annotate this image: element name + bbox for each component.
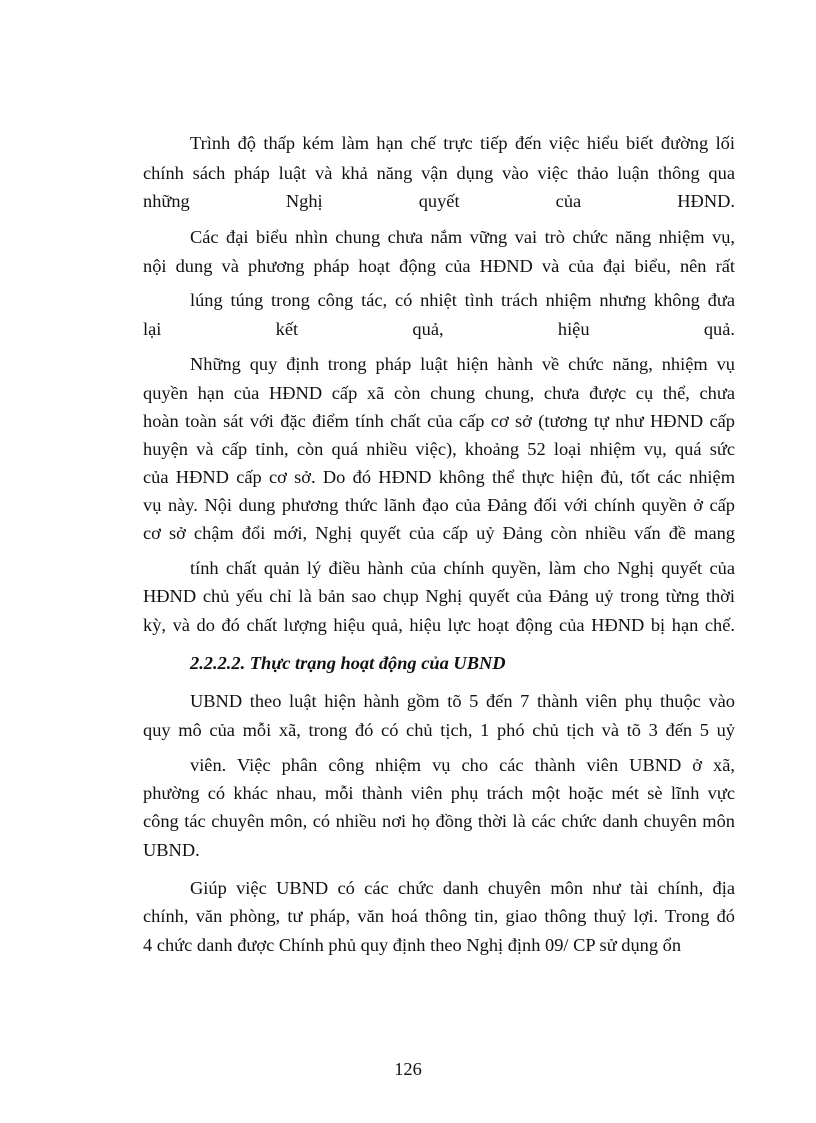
paragraph-line: cơ sở chậm đổi mới, Nghị quyết của cấp uỷ Đảng còn nhiều vấn đề mang [143,523,735,543]
section-heading: 2.2.2.2. Thực trạng hoạt động của UBND [190,653,506,673]
paragraph-line: kỳ, và do đó chất lượng hiệu quả, hiệu lực hoạt động của HĐND bị hạn chế. [143,615,735,635]
paragraph-line: công tác chuyên môn, có nhiều nơi họ đồng thời là các chức danh chuyên môn [143,811,735,831]
paragraph-line: hoàn toàn sát với đặc điểm tính chất của cấp cơ sở (tương tự như HĐND cấp [143,411,735,431]
paragraph-line: nội dung và phương pháp hoạt động của HĐND và của đại biểu, nên rất [143,256,735,276]
paragraph-line: 4 chức danh được Chính phủ quy định theo Nghị định 09/ CP sử dụng ổn [143,935,682,955]
paragraph-line: Giúp việc UBND có các chức danh chuyên môn như tài chính, địa [190,878,735,898]
paragraph-line: chính, văn phòng, tư pháp, văn hoá thông tin, giao thông thuỷ lợi. Trong đó [143,906,735,926]
paragraph-line: lại kết quả, hiệu quả. [143,319,735,339]
paragraph-line: UBND. [143,840,200,860]
paragraph-line: Những quy định trong pháp luật hiện hành về chức năng, nhiệm vụ [190,354,735,374]
paragraph-line: của HĐND cấp cơ sở. Do đó HĐND không thể thực hiện đủ, tốt các nhiệm [143,467,735,487]
paragraph-line: HĐND chủ yếu chỉ là bản sao chụp Nghị quyết của Đảng uỷ trong từng thời [143,586,735,606]
paragraph-line: Các đại biểu nhìn chung chưa nắm vững vai trò chức năng nhiệm vụ, [190,227,735,247]
paragraph-line: quyền hạn của HĐND cấp xã còn chung chung, chưa được cụ thể, chưa [143,383,735,403]
page-number: 126 [394,1059,422,1079]
paragraph-line: vụ này. Nội dung phương thức lãnh đạo của Đảng đối với chính quyền ở cấp [143,495,735,515]
paragraph-line: huyện và cấp tỉnh, còn quá nhiều việc), khoảng 52 loại nhiệm vụ, quá sức [143,439,735,459]
paragraph-line: Trình độ thấp kém làm hạn chế trực tiếp đến việc hiểu biết đường lối [190,133,735,153]
paragraph-line: lúng túng trong công tác, có nhiệt tình trách nhiệm nhưng không đưa [190,290,735,310]
paragraph-line: phường có khác nhau, mỗi thành viên phụ trách một hoặc mét sè lĩnh vực [143,783,735,803]
paragraph-line: viên. Việc phân công nhiệm vụ cho các thành viên UBND ở xã, [190,755,735,775]
paragraph-line: tính chất quản lý điều hành của chính quyền, làm cho Nghị quyết của [190,558,735,578]
paragraph-line: những Nghị quyết của HĐND. [143,191,735,211]
paragraph-line: chính sách pháp luật và khả năng vận dụng vào việc thảo luận thông qua [143,163,735,183]
paragraph-line: quy mô của mỗi xã, trong đó có chủ tịch, 1 phó chủ tịch và tõ 3 đến 5 uỷ [143,720,735,740]
paragraph-line: UBND theo luật hiện hành gồm tõ 5 đến 7 thành viên phụ thuộc vào [190,691,735,711]
